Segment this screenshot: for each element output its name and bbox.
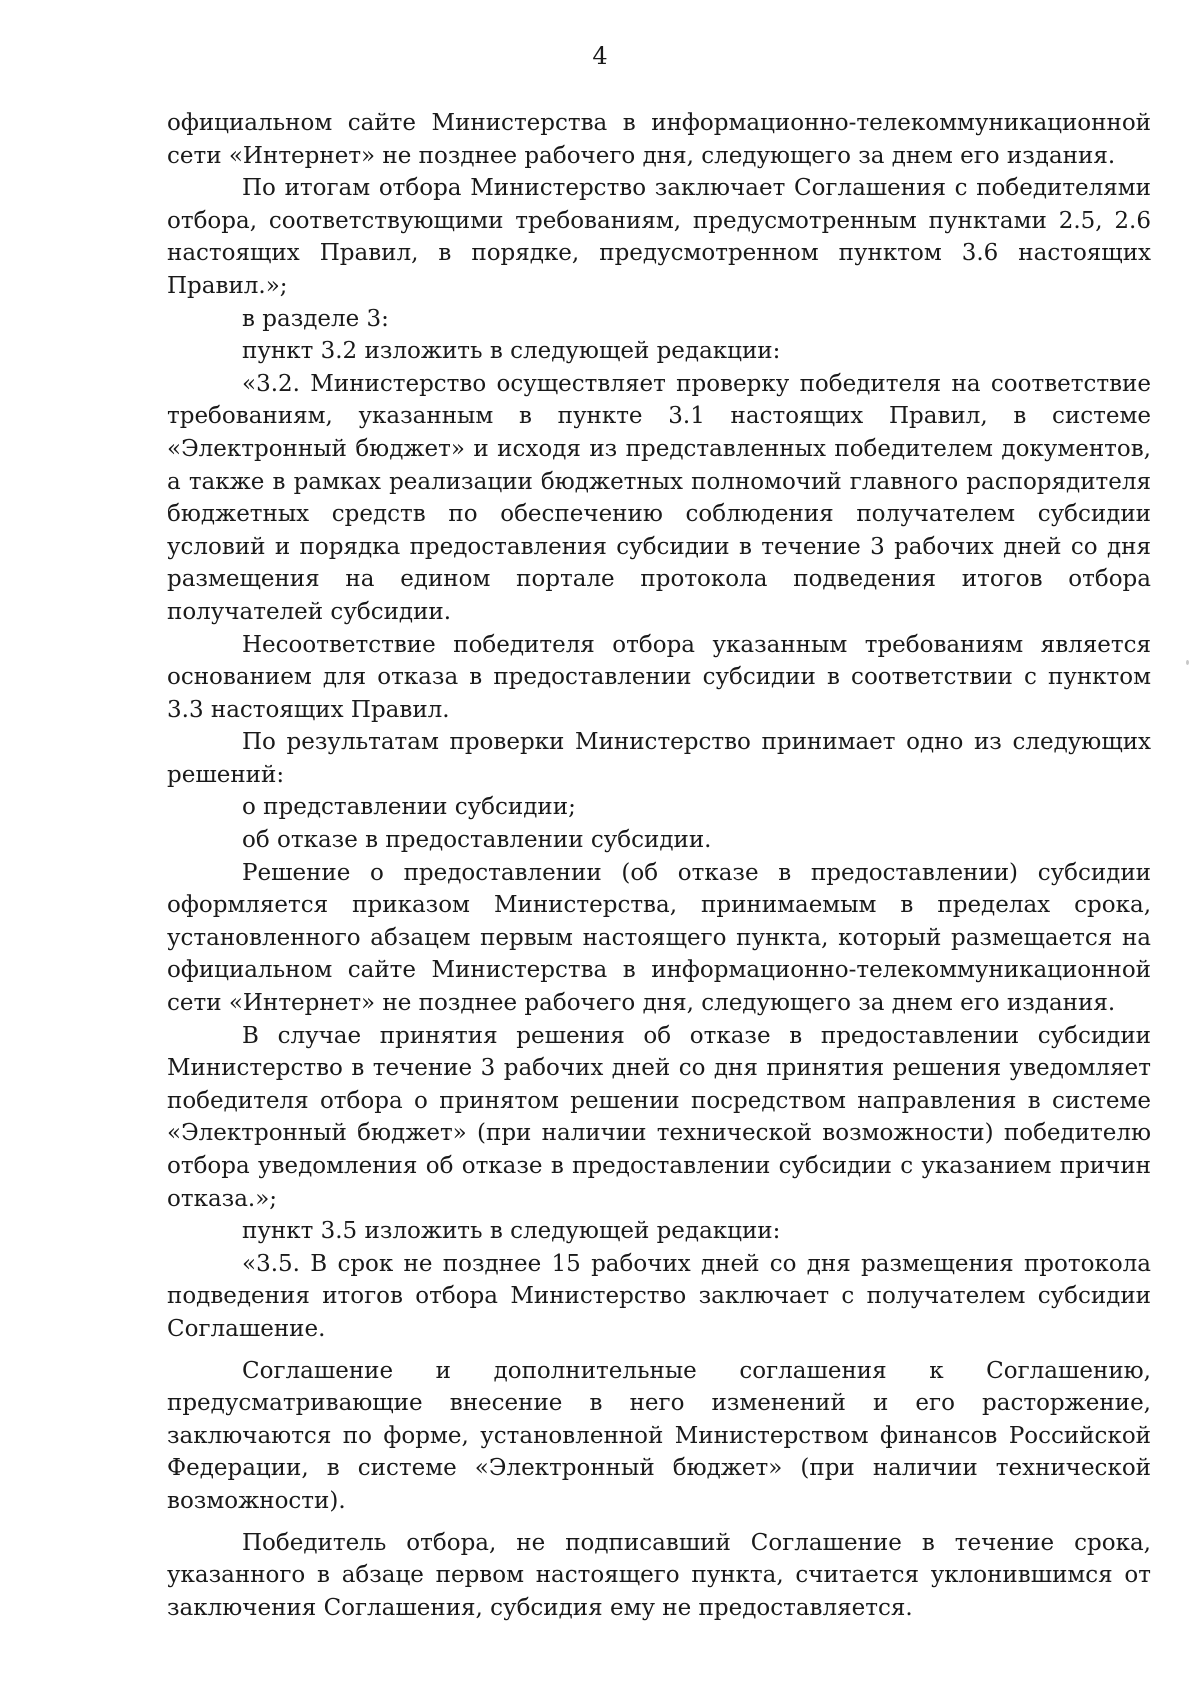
paragraph-noncompliance: Несоответствие победителя отбора указанным требованиям является основанием для отказа в предоставлении субсидии в соответствии с пунктом 3.3 настоящих Правил.	[167, 631, 1151, 723]
paragraph-clause-3-5: «3.5. В срок не позднее 15 рабочих дней со дня размещения протокола подведения итогов отбора Министерство заключает с получателем субсидии Соглашение.	[167, 1250, 1151, 1342]
list-item-refusal: об отказе в предоставлении субсидии.	[242, 827, 712, 854]
paragraph-clause-3-5-intro: пункт 3.5 изложить в следующей редакции:	[242, 1218, 781, 1245]
paragraph-continuation: официальном сайте Министерства в информационно-телекоммуникационной сети «Интернет» не позднее рабочего дня, следующего за днем его издания.	[167, 110, 1151, 169]
scan-artifact	[1186, 660, 1189, 665]
paragraph-section-3: в разделе 3:	[242, 305, 389, 332]
paragraph-winner-evasion: Победитель отбора, не подписавший Соглашение в течение срока, указанного в абзаце первом настоящего пункта, считается уклонившимся от заключения Соглашения, субсидия ему не предоставляется.	[167, 1529, 1151, 1621]
paragraph-agreement-form: Соглашение и дополнительные соглашения к Соглашению, предусматривающие внесение в него изменений и его расторжение, заключаются по форме, установленной Министерством финансов Российской Федерации, в системе «Электронный бюджет» (при наличии технической возможности).	[167, 1357, 1151, 1514]
paragraph-clause-3-2-intro: пункт 3.2 изложить в следующей редакции:	[242, 338, 781, 365]
document-body	[167, 107, 1151, 1624]
paragraph-agreements-conclusion: По итогам отбора Министерство заключает Соглашения с победителями отбора, соответствующими требованиям, предусмотренным пунктами 2.5, 2.6 настоящих Правил, в порядке, предусмотренном пунктом 3.6 настоящих Правил.»;	[167, 175, 1151, 299]
paragraph-refusal-notice: В случае принятия решения об отказе в предоставлении субсидии Министерство в течение 3 рабочих дней со дня принятия решения уведомляет победителя отбора о принятом решении посредством направления в системе «Электронный бюджет» (при наличии технической возможности) победителю отбора уведомления об отказе в предоставлении субсидии с указанием причин отказа.»;	[167, 1022, 1151, 1212]
paragraph-clause-3-2: «3.2. Министерство осуществляет проверку победителя на соответствие требованиям, указанным в пункте 3.1 настоящих Правил, в системе «Электронный бюджет» и исходя из представленных победителем документов, а также в рамках реализации бюджетных полномочий главного распорядителя бюджетных средств по обеспечению соблюдения получателем субсидии условий и порядка предоставления субсидии в течение 3 рабочих дней со дня размещения на едином портале протокола подведения итогов отбора получателей субсидии.	[167, 370, 1151, 625]
paragraph-check-results: По результатам проверки Министерство принимает одно из следующих решений:	[167, 729, 1151, 788]
list-item-grant: о представлении субсидии;	[242, 794, 576, 821]
page-number: 4	[592, 42, 608, 70]
paragraph-decision-order: Решение о предоставлении (об отказе в предоставлении) субсидии оформляется приказом Министерства, принимаемым в пределах срока, установленного абзацем первым настоящего пункта, который размещается на официальном сайте Министерства в информационно-телекоммуникационной сети «Интернет» не позднее рабочего дня, следующего за днем его издания.	[167, 859, 1151, 1017]
